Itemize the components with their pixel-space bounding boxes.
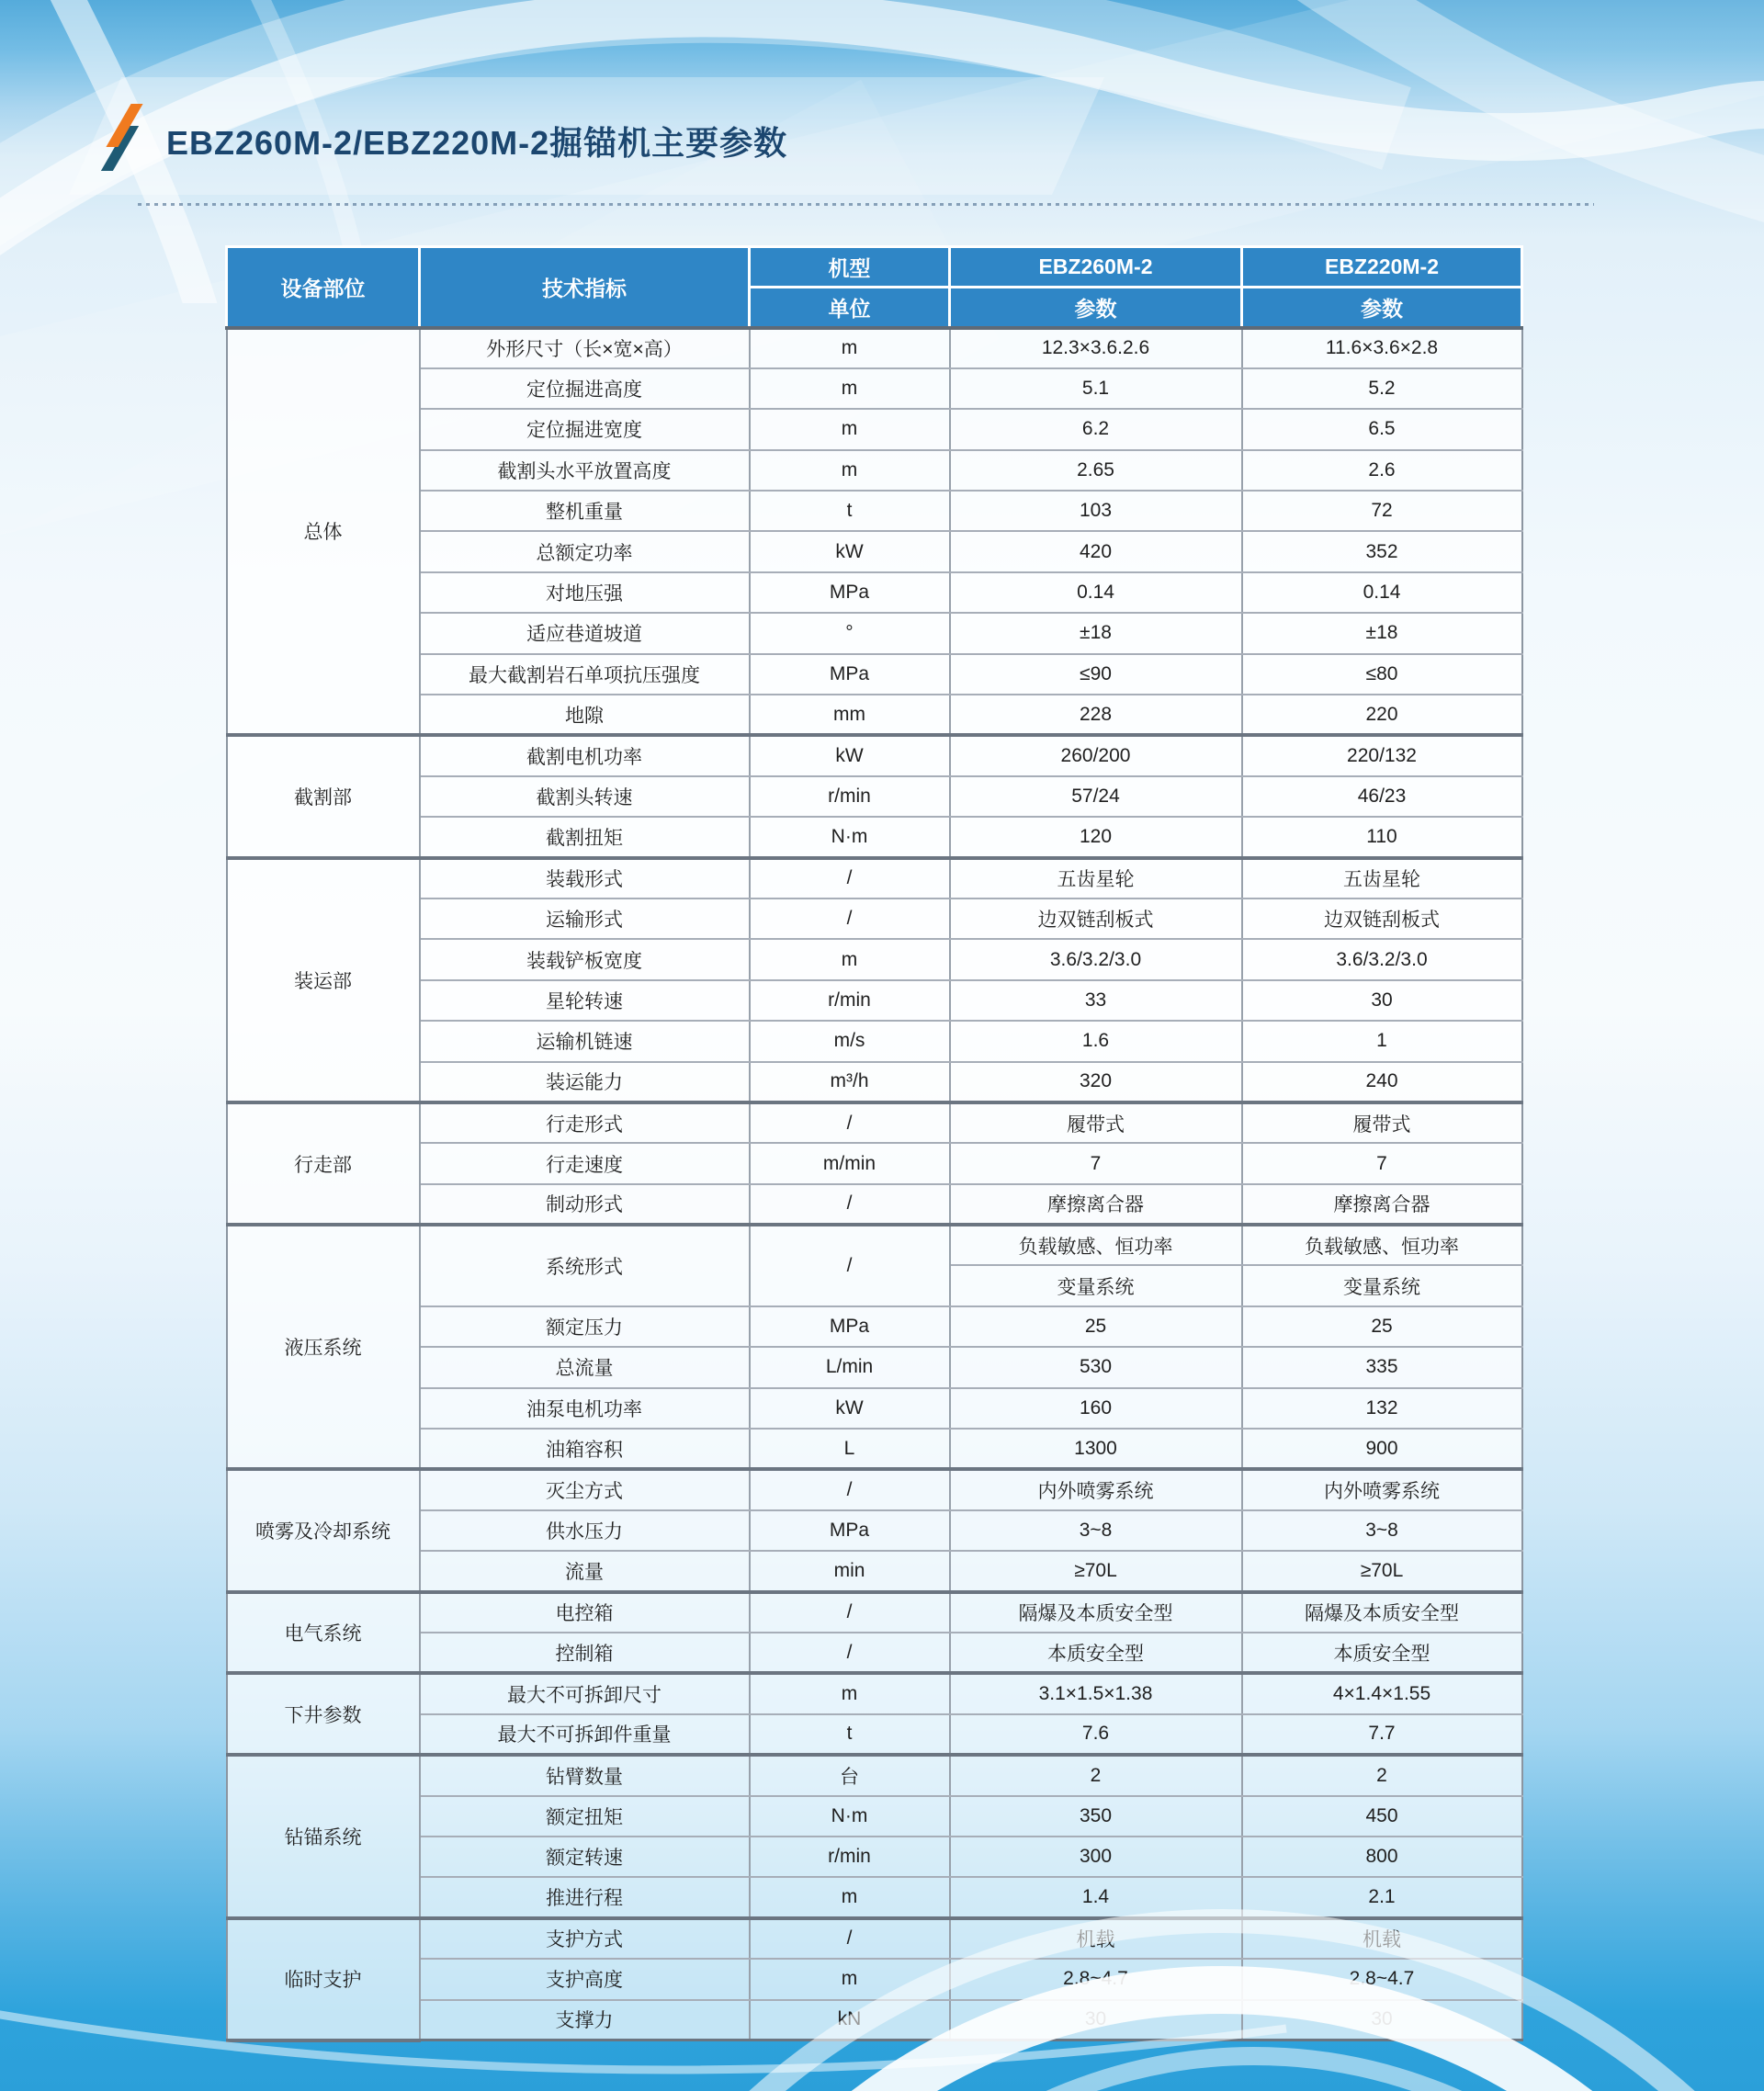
table-row (227, 1755, 1522, 1795)
value-cell-ebz220: 352 (1242, 531, 1522, 571)
table-row (227, 980, 1522, 1021)
value-cell-ebz260: 负载敏感、恒功率 (950, 1225, 1242, 1265)
table-row (227, 328, 1522, 368)
table-row (227, 572, 1522, 613)
indicator-cell: 定位掘进宽度 (420, 409, 750, 449)
unit-cell: m (750, 409, 950, 449)
equipment-part-cell: 钻锚系统 (227, 1755, 420, 1918)
value-cell-ebz260: 33 (950, 980, 1242, 1021)
indicator-cell: 总额定功率 (420, 531, 750, 571)
table-row (227, 1837, 1522, 1877)
value-cell-ebz220: 隔爆及本质安全型 (1242, 1592, 1522, 1633)
value-cell-ebz260: 五齿星轮 (950, 858, 1242, 899)
table-row (227, 654, 1522, 695)
table-row (227, 1510, 1522, 1551)
unit-cell: / (750, 858, 950, 899)
value-cell-ebz220: 132 (1242, 1388, 1522, 1429)
value-cell-ebz260: 320 (950, 1062, 1242, 1102)
indicator-cell: 截割扭矩 (420, 817, 750, 857)
unit-cell: MPa (750, 654, 950, 695)
indicator-cell: 最大截割岩石单项抗压强度 (420, 654, 750, 695)
value-cell-ebz220: 2.8~4.7 (1242, 1959, 1522, 1999)
value-cell-ebz260: 2.65 (950, 450, 1242, 491)
value-cell-ebz220: 5.2 (1242, 368, 1522, 409)
value-cell-ebz220: 五齿星轮 (1242, 858, 1522, 899)
indicator-cell: 电控箱 (420, 1592, 750, 1633)
unit-cell: / (750, 1633, 950, 1673)
value-cell-ebz260: 1300 (950, 1429, 1242, 1469)
value-cell-ebz260: 1.6 (950, 1021, 1242, 1061)
indicator-cell: 截割电机功率 (420, 735, 750, 775)
unit-cell: N·m (750, 1796, 950, 1837)
value-cell-ebz260: 隔爆及本质安全型 (950, 1592, 1242, 1633)
unit-cell: L (750, 1429, 950, 1469)
value-cell-ebz260: 履带式 (950, 1102, 1242, 1143)
value-cell-ebz220: 900 (1242, 1429, 1522, 1469)
value-cell-ebz260: ≤90 (950, 654, 1242, 695)
indicator-cell: 钻臂数量 (420, 1755, 750, 1795)
unit-cell: m/s (750, 1021, 950, 1061)
page-title: EBZ260M-2/EBZ220M-2掘锚机主要参数 (166, 124, 788, 162)
value-cell-ebz220: 3.6/3.2/3.0 (1242, 939, 1522, 979)
equipment-part-cell: 行走部 (227, 1102, 420, 1225)
equipment-part-cell: 总体 (227, 328, 420, 736)
table-row (227, 776, 1522, 817)
equipment-part-cell: 喷雾及冷却系统 (227, 1469, 420, 1591)
indicator-cell: 截割头转速 (420, 776, 750, 817)
table-row (227, 858, 1522, 899)
value-cell-ebz260: ≥70L (950, 1551, 1242, 1591)
indicator-cell: 截割头水平放置高度 (420, 450, 750, 491)
table-row (227, 1388, 1522, 1429)
value-cell-ebz260: 3.6/3.2/3.0 (950, 939, 1242, 979)
indicator-cell: 额定扭矩 (420, 1796, 750, 1837)
table-row (227, 1673, 1522, 1713)
value-cell-ebz260: 0.14 (950, 572, 1242, 613)
value-cell-ebz260: 350 (950, 1796, 1242, 1837)
indicator-cell: 支撑力 (420, 2000, 750, 2040)
unit-cell: kW (750, 735, 950, 775)
unit-cell: m/min (750, 1143, 950, 1183)
value-cell-ebz220: 110 (1242, 817, 1522, 857)
table-row (227, 1877, 1522, 1917)
value-cell-ebz260: 260/200 (950, 735, 1242, 775)
indicator-cell: 额定压力 (420, 1306, 750, 1347)
indicator-cell: 定位掘进高度 (420, 368, 750, 409)
value-cell-ebz220: 450 (1242, 1796, 1522, 1837)
value-cell-ebz220: 履带式 (1242, 1102, 1522, 1143)
value-cell-ebz260: 机载 (950, 1918, 1242, 1959)
value-cell-ebz260: 12.3×3.6.2.6 (950, 328, 1242, 368)
value-cell-ebz260: 160 (950, 1388, 1242, 1429)
indicator-cell: 流量 (420, 1551, 750, 1591)
indicator-cell: 地隙 (420, 695, 750, 735)
table-row (227, 1184, 1522, 1225)
indicator-cell: 最大不可拆卸件重量 (420, 1714, 750, 1755)
value-cell-ebz260: 7 (950, 1143, 1242, 1183)
value-cell-ebz260: 5.1 (950, 368, 1242, 409)
equipment-part-cell: 截割部 (227, 735, 420, 857)
value-cell-ebz260: ±18 (950, 613, 1242, 653)
header-model-ebz220: EBZ220M-2 (1242, 247, 1522, 288)
spec-table-header (227, 247, 1522, 328)
value-cell-ebz260: 变量系统 (950, 1265, 1242, 1305)
value-cell-ebz220: 7 (1242, 1143, 1522, 1183)
value-cell-ebz220: 240 (1242, 1062, 1522, 1102)
unit-cell: / (750, 1918, 950, 1959)
indicator-cell: 推进行程 (420, 1877, 750, 1917)
spec-table (225, 245, 1523, 2042)
value-cell-ebz220: 0.14 (1242, 572, 1522, 613)
value-cell-ebz260: 300 (950, 1837, 1242, 1877)
indicator-cell: 行走形式 (420, 1102, 750, 1143)
indicator-cell: 供水压力 (420, 1510, 750, 1551)
unit-cell: kN (750, 2000, 950, 2040)
value-cell-ebz220: 46/23 (1242, 776, 1522, 817)
value-cell-ebz220: ≥70L (1242, 1551, 1522, 1591)
table-row (227, 613, 1522, 653)
table-row (227, 491, 1522, 531)
value-cell-ebz220: 30 (1242, 2000, 1522, 2040)
indicator-cell: 额定转速 (420, 1837, 750, 1877)
unit-cell: / (750, 1184, 950, 1225)
value-cell-ebz220: 335 (1242, 1347, 1522, 1387)
table-row (227, 1714, 1522, 1755)
value-cell-ebz220: ±18 (1242, 613, 1522, 653)
value-cell-ebz220: 本质安全型 (1242, 1633, 1522, 1673)
indicator-cell: 对地压强 (420, 572, 750, 613)
value-cell-ebz220: 内外喷雾系统 (1242, 1469, 1522, 1509)
value-cell-ebz220: 800 (1242, 1837, 1522, 1877)
indicator-cell: 行走速度 (420, 1143, 750, 1183)
unit-cell: m (750, 1959, 950, 1999)
unit-cell: / (750, 1469, 950, 1509)
value-cell-ebz260: 3.1×1.5×1.38 (950, 1673, 1242, 1713)
unit-cell: r/min (750, 980, 950, 1021)
table-row (227, 735, 1522, 775)
table-row (227, 1918, 1522, 1959)
value-cell-ebz220: 边双链刮板式 (1242, 899, 1522, 939)
header-unit: 单位 (750, 288, 950, 328)
value-cell-ebz260: 摩擦离合器 (950, 1184, 1242, 1225)
unit-cell: N·m (750, 817, 950, 857)
value-cell-ebz260: 2.8~4.7 (950, 1959, 1242, 1999)
table-row (227, 1796, 1522, 1837)
indicator-cell: 系统形式 (420, 1225, 750, 1306)
equipment-part-cell: 电气系统 (227, 1592, 420, 1674)
value-cell-ebz220: 220 (1242, 695, 1522, 735)
indicator-cell: 最大不可拆卸尺寸 (420, 1673, 750, 1713)
indicator-cell: 星轮转速 (420, 980, 750, 1021)
value-cell-ebz260: 25 (950, 1306, 1242, 1347)
table-row (227, 531, 1522, 571)
value-cell-ebz220: 2.6 (1242, 450, 1522, 491)
indicator-cell: 外形尺寸（长×宽×高） (420, 328, 750, 368)
equipment-part-cell: 装运部 (227, 858, 420, 1102)
unit-cell: ° (750, 613, 950, 653)
header-model-ebz260: EBZ260M-2 (950, 247, 1242, 288)
indicator-cell: 支护高度 (420, 1959, 750, 1999)
unit-cell: / (750, 1592, 950, 1633)
table-row (227, 1021, 1522, 1061)
unit-cell: t (750, 491, 950, 531)
table-row (227, 409, 1522, 449)
unit-cell: r/min (750, 776, 950, 817)
unit-cell: L/min (750, 1347, 950, 1387)
table-row (227, 899, 1522, 939)
value-cell-ebz260: 3~8 (950, 1510, 1242, 1551)
value-cell-ebz260: 边双链刮板式 (950, 899, 1242, 939)
value-cell-ebz260: 7.6 (950, 1714, 1242, 1755)
table-row (227, 1633, 1522, 1673)
value-cell-ebz220: 11.6×3.6×2.8 (1242, 328, 1522, 368)
value-cell-ebz260: 6.2 (950, 409, 1242, 449)
value-cell-ebz260: 1.4 (950, 1877, 1242, 1917)
indicator-cell: 控制箱 (420, 1633, 750, 1673)
unit-cell: r/min (750, 1837, 950, 1877)
indicator-cell: 运输机链速 (420, 1021, 750, 1061)
indicator-cell: 整机重量 (420, 491, 750, 531)
value-cell-ebz220: 220/132 (1242, 735, 1522, 775)
header-param-ebz260: 参数 (950, 288, 1242, 328)
value-cell-ebz220: 1 (1242, 1021, 1522, 1061)
table-row (227, 368, 1522, 409)
indicator-cell: 适应巷道坡道 (420, 613, 750, 653)
value-cell-ebz220: 30 (1242, 980, 1522, 1021)
unit-cell: m (750, 1673, 950, 1713)
value-cell-ebz220: 6.5 (1242, 409, 1522, 449)
table-row (227, 1102, 1522, 1143)
table-row (227, 1551, 1522, 1591)
header-param-ebz220: 参数 (1242, 288, 1522, 328)
indicator-cell: 装运能力 (420, 1062, 750, 1102)
value-cell-ebz260: 30 (950, 2000, 1242, 2040)
unit-cell: t (750, 1714, 950, 1755)
value-cell-ebz260: 420 (950, 531, 1242, 571)
indicator-cell: 总流量 (420, 1347, 750, 1387)
header-indicator: 技术指标 (420, 247, 750, 328)
spec-table-body (227, 328, 1522, 2040)
unit-cell: / (750, 1102, 950, 1143)
unit-cell: MPa (750, 572, 950, 613)
value-cell-ebz220: 7.7 (1242, 1714, 1522, 1755)
value-cell-ebz220: ≤80 (1242, 654, 1522, 695)
value-cell-ebz260: 120 (950, 817, 1242, 857)
value-cell-ebz220: 4×1.4×1.55 (1242, 1673, 1522, 1713)
header-row-1 (227, 247, 1522, 288)
table-row (227, 939, 1522, 979)
table-row (227, 1225, 1522, 1265)
unit-cell: m (750, 368, 950, 409)
value-cell-ebz260: 530 (950, 1347, 1242, 1387)
equipment-part-cell: 下井参数 (227, 1673, 420, 1755)
unit-cell: min (750, 1551, 950, 1591)
table-row (227, 817, 1522, 857)
indicator-cell: 灭尘方式 (420, 1469, 750, 1509)
indicator-cell: 油箱容积 (420, 1429, 750, 1469)
table-row (227, 1469, 1522, 1509)
table-row (227, 1062, 1522, 1102)
indicator-cell: 支护方式 (420, 1918, 750, 1959)
value-cell-ebz220: 3~8 (1242, 1510, 1522, 1551)
table-row (227, 695, 1522, 735)
dotted-divider (138, 203, 1594, 206)
indicator-cell: 装载铲板宽度 (420, 939, 750, 979)
unit-cell: m³/h (750, 1062, 950, 1102)
table-row (227, 450, 1522, 491)
value-cell-ebz220: 机载 (1242, 1918, 1522, 1959)
value-cell-ebz260: 228 (950, 695, 1242, 735)
unit-cell: kW (750, 1388, 950, 1429)
value-cell-ebz220: 25 (1242, 1306, 1522, 1347)
indicator-cell: 运输形式 (420, 899, 750, 939)
unit-cell: MPa (750, 1306, 950, 1347)
unit-cell: 台 (750, 1755, 950, 1795)
unit-cell: mm (750, 695, 950, 735)
value-cell-ebz260: 103 (950, 491, 1242, 531)
table-row (227, 1143, 1522, 1183)
equipment-part-cell: 液压系统 (227, 1225, 420, 1469)
unit-cell: MPa (750, 1510, 950, 1551)
indicator-cell: 装载形式 (420, 858, 750, 899)
equipment-part-cell: 临时支护 (227, 1918, 420, 2040)
value-cell-ebz260: 2 (950, 1755, 1242, 1795)
value-cell-ebz220: 摩擦离合器 (1242, 1184, 1522, 1225)
value-cell-ebz220: 变量系统 (1242, 1265, 1522, 1305)
table-row (227, 1959, 1522, 1999)
table-row (227, 2000, 1522, 2040)
table-row (227, 1592, 1522, 1633)
table-row (227, 1306, 1522, 1347)
value-cell-ebz260: 本质安全型 (950, 1633, 1242, 1673)
value-cell-ebz220: 2.1 (1242, 1877, 1522, 1917)
unit-cell: m (750, 1877, 950, 1917)
value-cell-ebz220: 72 (1242, 491, 1522, 531)
header-part: 设备部位 (227, 247, 420, 328)
header-model: 机型 (750, 247, 950, 288)
unit-cell: m (750, 939, 950, 979)
value-cell-ebz220: 负载敏感、恒功率 (1242, 1225, 1522, 1265)
table-row (227, 1429, 1522, 1469)
value-cell-ebz220: 2 (1242, 1755, 1522, 1795)
indicator-cell: 制动形式 (420, 1184, 750, 1225)
indicator-cell: 油泵电机功率 (420, 1388, 750, 1429)
unit-cell: kW (750, 531, 950, 571)
table-row (227, 1347, 1522, 1387)
unit-cell: m (750, 328, 950, 368)
unit-cell: / (750, 899, 950, 939)
unit-cell: m (750, 450, 950, 491)
value-cell-ebz260: 内外喷雾系统 (950, 1469, 1242, 1509)
unit-cell: / (750, 1225, 950, 1306)
value-cell-ebz260: 57/24 (950, 776, 1242, 817)
